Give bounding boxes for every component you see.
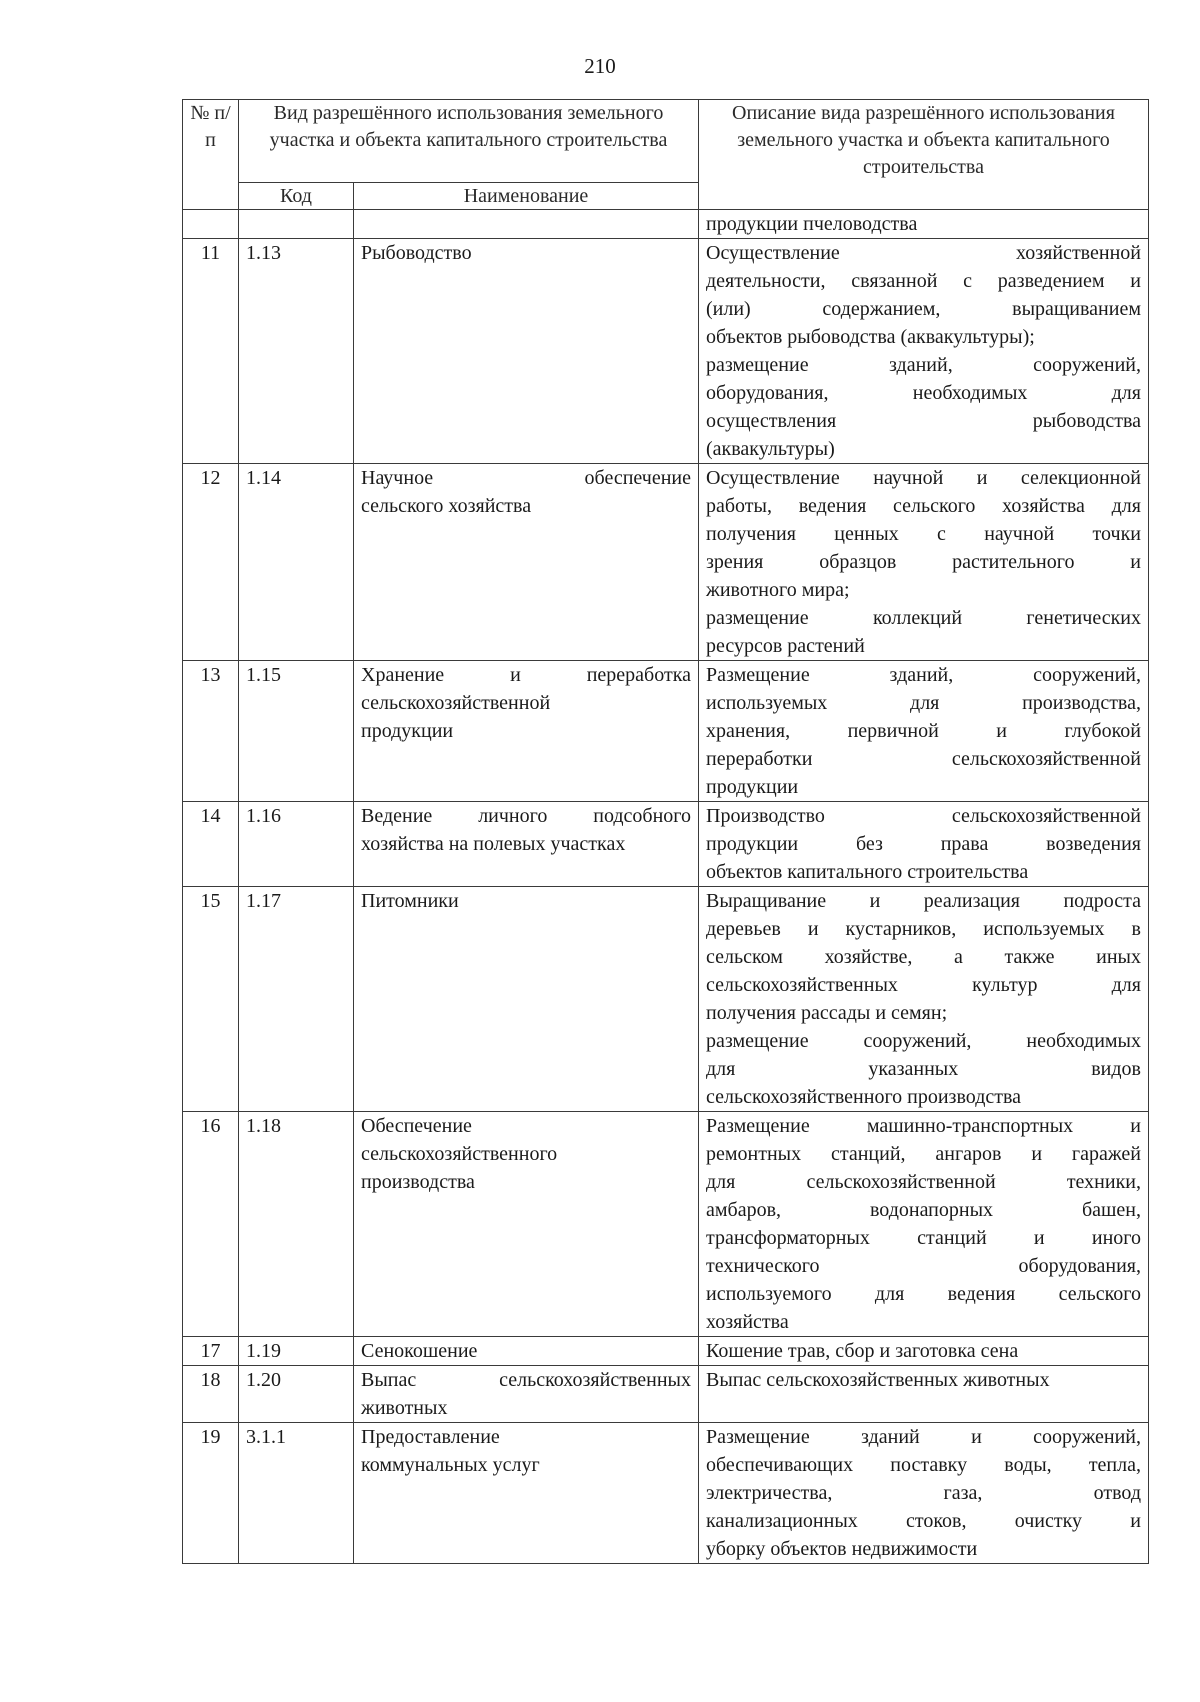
- row-description-line: уборку объектов недвижимости: [706, 1538, 978, 1560]
- row-description-line: Производство сельскохозяйственной: [706, 805, 1141, 827]
- row-description-line: канализационных стоков, очистку и: [706, 1510, 1141, 1532]
- row-code: 1.13: [239, 239, 354, 464]
- row-description-line: сельском хозяйстве, а также иных: [706, 946, 1141, 968]
- row-description-line: Размещение зданий и сооружений,: [706, 1426, 1141, 1448]
- row-description-line: продукции без права возведения: [706, 833, 1141, 855]
- row-description-line: получения ценных с научной точки: [706, 523, 1141, 545]
- row-description-line: объектов рыбоводства (аквакультуры);: [706, 326, 1035, 348]
- row-number: 11: [183, 239, 239, 464]
- row-description-line: сельскохозяйственного производства: [706, 1086, 1022, 1108]
- row-description-line: Кошение трав, сбор и заготовка сена: [706, 1340, 1019, 1362]
- row-name-line: Хранение и переработка: [361, 664, 691, 686]
- row-description-line: животного мира;: [706, 579, 850, 601]
- row-name: [354, 661, 699, 802]
- row-description-line: зрения образцов растительного и: [706, 551, 1141, 573]
- row-description: [699, 1423, 1149, 1564]
- header-number: № п/п: [183, 100, 239, 210]
- row-description-line: технического оборудования,: [706, 1255, 1141, 1277]
- table-row: [183, 802, 1149, 887]
- row-description-line: (аквакультуры): [706, 438, 835, 460]
- row-description: [699, 802, 1149, 887]
- row-description: [699, 1112, 1149, 1337]
- row-description-line: электричества, газа, отвод: [706, 1482, 1141, 1504]
- row-number: 17: [183, 1337, 239, 1366]
- row-description-line: переработки сельскохозяйственной: [706, 748, 1141, 770]
- row-description-line: трансформаторных станций и иного: [706, 1227, 1141, 1249]
- row-name-line: Рыбоводство: [361, 242, 472, 264]
- header-description: Описание вида разрешённого использования земельного участка и объекта капитального строительства: [699, 100, 1149, 210]
- row-description-line: размещение коллекций генетических: [706, 607, 1141, 629]
- row-name-line: сельского хозяйства: [361, 495, 532, 517]
- table-header: [183, 100, 1149, 210]
- row-description-line: размещение сооружений, необходимых: [706, 1030, 1141, 1052]
- row-name-line: Сенокошение: [361, 1340, 478, 1362]
- row-name-line: производства: [361, 1171, 475, 1193]
- row-code: 1.20: [239, 1366, 354, 1423]
- row-name: [354, 802, 699, 887]
- row-description-line: Осуществление хозяйственной: [706, 242, 1141, 264]
- row-description-line: осуществления рыбоводства: [706, 410, 1141, 432]
- table-row: [183, 1112, 1149, 1337]
- table-row: [183, 1337, 1149, 1366]
- row-description-line: амбаров, водонапорных башен,: [706, 1199, 1141, 1221]
- row-code: 1.14: [239, 464, 354, 661]
- continuation-description: продукции пчеловодства: [699, 210, 1149, 239]
- continuation-code: [239, 210, 354, 239]
- row-name: [354, 887, 699, 1112]
- row-code: 1.18: [239, 1112, 354, 1337]
- continuation-name: [354, 210, 699, 239]
- row-description-line: деятельности, связанной с разведением и: [706, 270, 1141, 292]
- header-use-type-group: Вид разрешённого использования земельного участка и объекта капитального строительства: [239, 100, 699, 183]
- table-row: [183, 239, 1149, 464]
- row-description: [699, 239, 1149, 464]
- row-description-line: Размещение машинно-транспортных и: [706, 1115, 1141, 1137]
- row-description-line: ресурсов растений: [706, 635, 865, 657]
- row-name-line: животных: [361, 1397, 448, 1419]
- row-description-line: обеспечивающих поставку воды, тепла,: [706, 1454, 1141, 1476]
- row-description-line: получения рассады и семян;: [706, 1002, 948, 1024]
- row-name-line: сельскохозяйственной: [361, 692, 551, 714]
- row-description-line: Выращивание и реализация подроста: [706, 890, 1141, 912]
- row-code: 1.17: [239, 887, 354, 1112]
- row-description: [699, 1366, 1149, 1423]
- table-row: [183, 1366, 1149, 1423]
- row-code: 1.16: [239, 802, 354, 887]
- row-description: [699, 661, 1149, 802]
- continuation-row: [183, 210, 1149, 239]
- row-description-line: сельскохозяйственных культур для: [706, 974, 1141, 996]
- row-name-line: продукции: [361, 720, 454, 742]
- row-description-line: хозяйства: [706, 1311, 789, 1333]
- table-body: [183, 210, 1149, 1564]
- page-number: 210: [584, 54, 616, 78]
- row-name: [354, 1366, 699, 1423]
- row-name-line: Обеспечение: [361, 1115, 472, 1137]
- row-name-line: Питомники: [361, 890, 459, 912]
- row-description-line: для указанных видов: [706, 1058, 1141, 1080]
- row-code: 1.15: [239, 661, 354, 802]
- row-description-line: ремонтных станций, ангаров и гаражей: [706, 1143, 1141, 1165]
- row-name-line: Предоставление: [361, 1426, 500, 1448]
- row-name-line: сельскохозяйственного: [361, 1143, 558, 1165]
- row-number: 19: [183, 1423, 239, 1564]
- row-name: [354, 464, 699, 661]
- table-row: [183, 464, 1149, 661]
- row-description-line: используемого для ведения сельского: [706, 1283, 1141, 1305]
- row-name-line: коммунальных услуг: [361, 1454, 540, 1476]
- row-description-line: оборудования, необходимых для: [706, 382, 1141, 404]
- row-code: 3.1.1: [239, 1423, 354, 1564]
- row-description: [699, 464, 1149, 661]
- row-description-line: объектов капитального строительства: [706, 861, 1029, 883]
- row-number: 13: [183, 661, 239, 802]
- row-description-line: Осуществление научной и селекционной: [706, 467, 1141, 489]
- row-name-line: Ведение личного подсобного: [361, 805, 691, 827]
- row-description-line: для сельскохозяйственной техники,: [706, 1171, 1141, 1193]
- land-use-table: [182, 99, 1149, 1564]
- row-description-line: Выпас сельскохозяйственных животных: [706, 1369, 1050, 1391]
- row-name-line: Выпас сельскохозяйственных: [361, 1369, 691, 1391]
- row-number: 15: [183, 887, 239, 1112]
- header-code: Код: [239, 183, 354, 210]
- row-description: [699, 887, 1149, 1112]
- row-code: 1.19: [239, 1337, 354, 1366]
- row-name-line: хозяйства на полевых участках: [361, 833, 626, 855]
- row-number: 18: [183, 1366, 239, 1423]
- row-description-line: используемых для производства,: [706, 692, 1141, 714]
- continuation-num: [183, 210, 239, 239]
- row-name: [354, 1337, 699, 1366]
- row-description-line: деревьев и кустарников, используемых в: [706, 918, 1141, 940]
- table-row: [183, 661, 1149, 802]
- row-name-line: Научное обеспечение: [361, 467, 691, 489]
- table-row: [183, 887, 1149, 1112]
- row-description-line: работы, ведения сельского хозяйства для: [706, 495, 1141, 517]
- row-description-line: хранения, первичной и глубокой: [706, 720, 1141, 742]
- header-name: Наименование: [354, 183, 699, 210]
- row-name: [354, 1112, 699, 1337]
- table-row: [183, 1423, 1149, 1564]
- row-description-line: размещение зданий, сооружений,: [706, 354, 1141, 376]
- row-name: [354, 1423, 699, 1564]
- row-description-line: продукции: [706, 776, 799, 798]
- row-description: [699, 1337, 1149, 1366]
- row-number: 16: [183, 1112, 239, 1337]
- row-number: 14: [183, 802, 239, 887]
- row-name: [354, 239, 699, 464]
- row-description-line: Размещение зданий, сооружений,: [706, 664, 1141, 686]
- row-number: 12: [183, 464, 239, 661]
- row-description-line: (или) содержанием, выращиванием: [706, 298, 1141, 320]
